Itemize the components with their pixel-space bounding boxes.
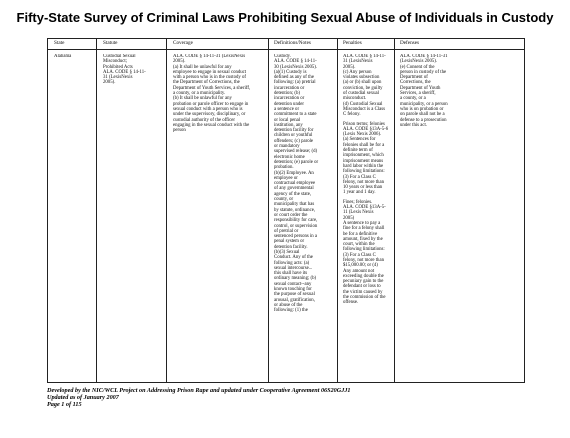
coverage-line: (a) It shall be unlawful for any (173, 64, 232, 70)
defenses-line: Department of (400, 75, 428, 81)
coverage-line: custodial authority of the officer (173, 117, 235, 123)
penalties-line: felony, not more than (343, 179, 384, 185)
penalties-line: ALA. CODE § 14-11- (343, 54, 386, 59)
definitions-line: (a)(1) Custody is (274, 69, 307, 75)
definitions-line: a sentence or (274, 106, 300, 112)
penalties-line: (c) Any person (343, 69, 372, 75)
defenses-line: a county, or a (400, 96, 426, 102)
statute-line: Misconduct; (103, 59, 127, 65)
coverage-line: employee to engage in sexual conduct (173, 69, 247, 75)
defenses-line: municipality, or a person (400, 101, 448, 107)
penalties-line: felonies shall be for a (343, 142, 385, 148)
penalties-line: 31 (LexisNexis (343, 59, 373, 65)
statute-line: 31 (LexisNexis (103, 75, 133, 81)
cell-statute (103, 54, 165, 86)
defenses-line: (LexisNexis 2005). (400, 59, 438, 65)
penalties-line: (a) or (b) shall upon (343, 80, 382, 86)
statute-line: Prohibited Acts (103, 64, 133, 70)
penalties-line: the victim caused by (343, 289, 383, 295)
header-defenses: Defenses (400, 40, 420, 46)
definitions-line: of pretrial or (274, 228, 299, 234)
definitions-line: commitment to a state (274, 112, 317, 118)
coverage-line: ALA. CODE § 14-11-31 (LexisNexis (173, 54, 246, 59)
penalties-line: imprisonment, which (343, 153, 384, 159)
definitions-line: sexual contact--any (274, 281, 312, 287)
definitions-line: following acts: (a) (274, 260, 310, 266)
column-divider (337, 39, 338, 382)
penalties-line: hard labor within the (343, 163, 384, 169)
penalties-line: following limitations: (343, 169, 385, 175)
defenses-line: who is on probation or (400, 106, 444, 112)
penalties-line: offense. (343, 300, 359, 306)
definitions-line: children or youthful (274, 133, 313, 139)
penalties-line: ALA. CODE §13A-5- (343, 205, 386, 211)
page-footer (47, 387, 527, 409)
defenses-line: under this act. (400, 122, 428, 128)
penalties-line: be for a definitive (343, 231, 378, 237)
penalties-line: Prison terms; felonies (343, 121, 385, 127)
defenses-line: ALA. CODE § 14-11-31 (400, 54, 448, 59)
definitions-line: detention; (b) (274, 91, 300, 97)
header-definitions-notes: Definitions/Notes (274, 40, 311, 46)
coverage-line: (b) It shall be unlawful for any (173, 96, 232, 102)
penalties-line: Fines; felonies. (343, 199, 373, 205)
definitions-line: electronic home (274, 154, 305, 160)
definitions-line: offenders; (c) parole (274, 138, 314, 144)
definitions-line: responsibility for care, (274, 218, 318, 224)
definitions-line: (b)(2) Employee. An (274, 170, 314, 176)
definitions-line: this shall have its (274, 271, 308, 277)
penalties-line: ALA. CODE §13A-5-6 (343, 126, 389, 132)
definitions-line: institution, any (274, 122, 303, 128)
definitions-line: detention facility. (274, 244, 308, 250)
coverage-line: under the supervisory, disciplinary, or (173, 112, 246, 118)
header-coverage: Coverage (173, 40, 193, 46)
footer-updated-date: Updated as of January 2007 (47, 394, 119, 402)
definitions-line: 30 (LexisNexis 2005). (274, 64, 318, 70)
definitions-line: ordinary meaning; (b) (274, 276, 317, 282)
document-title: Fifty-State Survey of Criminal Laws Prohibiting Sexual Abuse of Individuals in Custody (16, 10, 554, 25)
header-state: State (54, 40, 65, 46)
footer-project-note: Developed by the NIC/WCL Project on Addressing Prison Rape and updated under Cooperative Agreement 06S20GJJ1 (47, 387, 351, 394)
definitions-line: county, or (274, 197, 294, 203)
definitions-line: or local penal (274, 117, 301, 123)
header-statute: Statute (103, 40, 118, 46)
penalties-line: amount, fixed by the (343, 236, 383, 242)
penalties-line: C felony. (343, 112, 361, 118)
penalties-line: defendant or loss to (343, 284, 381, 290)
penalties-line: pecuniary gain to the (343, 279, 384, 285)
penalties-line: court, within the (343, 242, 375, 248)
defenses-line: Corrections, the (400, 80, 431, 86)
penalties-line: $15,000.00; or (4) (343, 263, 378, 269)
definitions-line: or abuse of the (274, 302, 303, 308)
penalties-line: conviction, be guilty (343, 85, 383, 91)
penalties-line: exceeding double the (343, 273, 384, 279)
penalties-line: violates subsection (343, 75, 380, 81)
penalties-line: 10 years or less than (343, 185, 383, 191)
penalties-line: imprisonment means (343, 158, 384, 164)
definitions-line: incarceration or (274, 85, 305, 91)
penalties-line: (Lexis Nexis 2006). (343, 132, 382, 138)
penalties-line: Misconduct is a Class (343, 106, 385, 112)
penalties-line: (d) Custodial Sexual (343, 101, 383, 107)
penalties-line: following limitations: (343, 247, 385, 253)
column-divider (394, 39, 395, 382)
definitions-line: arousal, gratification, (274, 297, 315, 303)
definitions-line: contractual employee (274, 181, 316, 187)
defenses-line: (e) Consent of the (400, 64, 435, 70)
header-penalties: Penalties (343, 40, 362, 46)
definitions-line: probation. (274, 165, 294, 171)
penalties-line: A sentence to pay a (343, 220, 381, 226)
definitions-line: known touching for (274, 287, 312, 293)
penalties-line: the commission of the (343, 295, 386, 301)
penalties-line: (3) For a Class C (343, 252, 376, 258)
coverage-line: the Department of Corrections, the (173, 80, 240, 86)
column-divider (268, 39, 269, 382)
penalties-line: definite term of (343, 148, 373, 154)
survey-table (47, 38, 525, 383)
definitions-line: ALA. CODE § 14-11- (274, 59, 317, 65)
penalties-line: 1 year and 1 day. (343, 190, 376, 196)
definitions-line: supervised release; (d) (274, 149, 318, 155)
penalties-line: (a) Sentences for (343, 137, 376, 143)
penalties-line: 11 (Lexis Nexis (343, 210, 374, 216)
definitions-line: detention under (274, 101, 304, 107)
definitions-line: detention; (e) parole or (274, 159, 319, 165)
definitions-line: sentenced persons in a (274, 234, 318, 240)
definitions-line: Custody. (274, 54, 291, 59)
definitions-line: the purpose of sexual (274, 292, 315, 298)
column-divider (166, 39, 167, 382)
definitions-line: detention facility for (274, 128, 314, 134)
definitions-line: Conduct. Any of the (274, 255, 313, 261)
definitions-line: employee or (274, 175, 298, 181)
defenses-line: person in custody of the (400, 69, 447, 75)
definitions-line: (b)(3) Sexual (274, 249, 300, 255)
cell-coverage (173, 54, 267, 133)
definitions-line: municipality that has (274, 202, 315, 208)
statute-line: 2005). (103, 80, 116, 86)
coverage-line: person (173, 128, 186, 134)
penalties-line: felony, not more than (343, 257, 384, 263)
penalties-line: fine for a felony shall (343, 226, 385, 232)
definitions-line: incarceration or (274, 96, 305, 102)
footer-page-number: Page 1 of 115 (47, 401, 82, 409)
coverage-line: Department of Youth Services, a sheriff, (173, 85, 251, 91)
penalties-line: 2005). (343, 64, 356, 70)
coverage-line: sexual conduct with a person who is (173, 106, 243, 112)
definitions-line: penal system or (274, 239, 305, 245)
definitions-line: following: (1) the (274, 308, 308, 314)
coverage-line: with a person who is in the custody of (173, 75, 247, 81)
defenses-line: Department of Youth (400, 85, 441, 91)
defenses-line: defense to a prosecution (400, 117, 447, 123)
definitions-line: control, or supervision (274, 223, 318, 229)
defenses-line: on parole shall not be a (400, 112, 445, 118)
cell-state (54, 54, 94, 59)
statute-line: ALA. CODE § 14-11- (103, 69, 146, 75)
coverage-line: a county, or a municipality. (173, 91, 226, 97)
cell-penalties (343, 54, 393, 379)
column-divider (96, 39, 97, 382)
definitions-line: agency of the state, (274, 191, 312, 197)
statute-line: Custodial Sexual (103, 54, 136, 59)
penalties-line: of custodial sexual (343, 91, 379, 97)
definitions-line: of any governmental (274, 186, 314, 192)
penalties-line: Any amount not (343, 268, 375, 274)
cell-defenses (400, 54, 490, 128)
penalties-line: misconduct. (343, 96, 367, 102)
state-name: Alabama (54, 54, 72, 59)
defenses-line: Services, a sheriff, (400, 91, 436, 97)
penalties-line: (3) For a Class C (343, 174, 376, 180)
definitions-line: by statute, ordinance, (274, 207, 316, 213)
cell-definitions-notes (274, 54, 336, 379)
penalties-line: 2005) (343, 215, 355, 221)
definitions-line: or court order the (274, 212, 308, 218)
definitions-line: defined as any of the (274, 75, 314, 81)
definitions-line: sexual intercourse... (274, 265, 313, 271)
coverage-line: probation or parole officer to engage in (173, 101, 249, 107)
definitions-line: or mandatory (274, 144, 300, 150)
coverage-line: engaging in the sexual conduct with the (173, 122, 250, 128)
definitions-line: following: (a) pretrial (274, 80, 316, 86)
coverage-line: 2005). (173, 59, 186, 65)
